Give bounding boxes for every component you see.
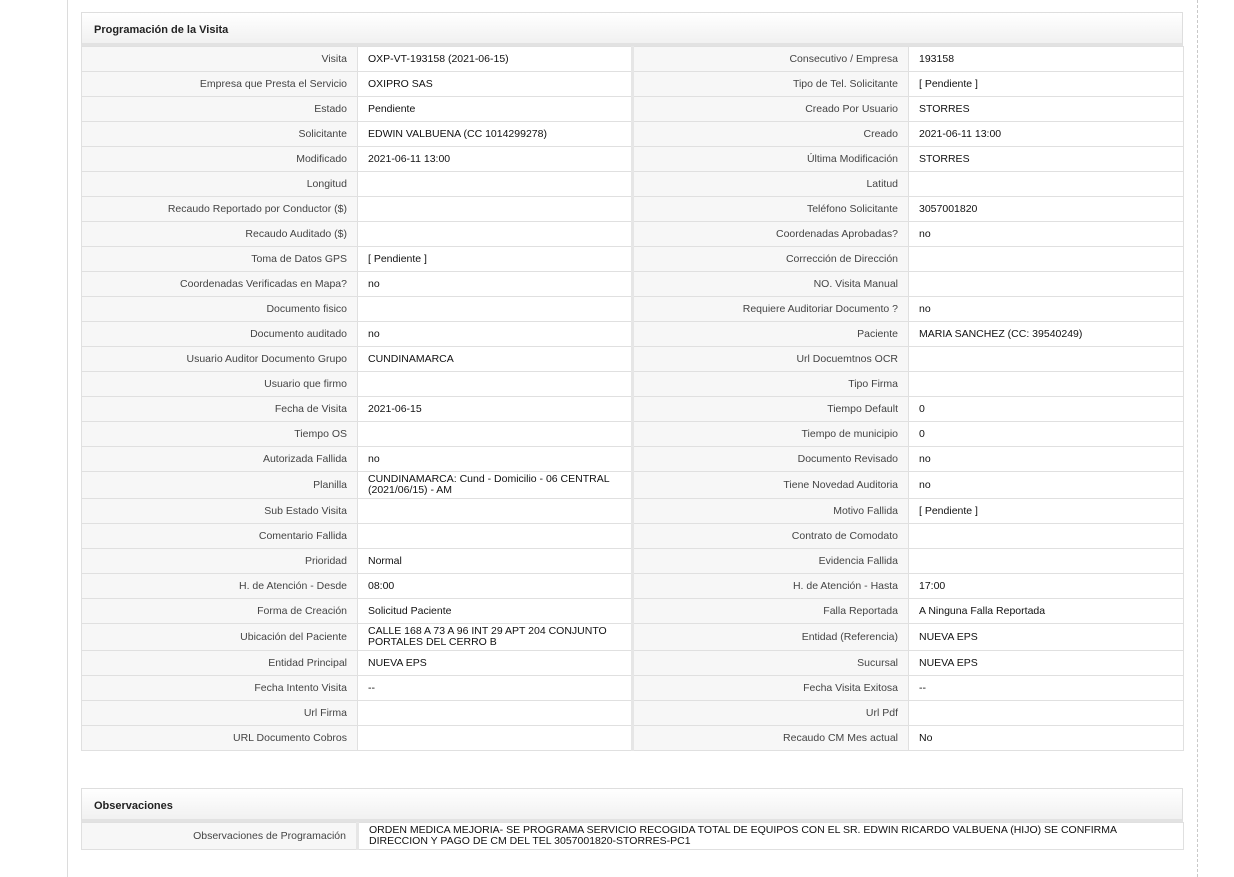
info-row: [82, 297, 1184, 322]
field-value: no: [909, 447, 1184, 472]
field-value: [909, 172, 1184, 197]
field-label: Consecutivo / Empresa: [633, 47, 909, 72]
field-value: [ Pendiente ]: [358, 247, 633, 272]
field-value: CALLE 168 A 73 A 96 INT 29 APT 204 CONJUNTO PORTALES DEL CERRO B: [358, 624, 633, 651]
info-row: [82, 499, 1184, 524]
info-row: [82, 524, 1184, 549]
field-value: 3057001820: [909, 197, 1184, 222]
field-value: [358, 372, 633, 397]
field-label: Ubicación del Paciente: [82, 624, 358, 651]
field-label: Fecha Visita Exitosa: [633, 676, 909, 701]
observaciones-label: Observaciones de Programación: [82, 823, 358, 850]
info-row: [82, 624, 1184, 651]
field-value: [909, 701, 1184, 726]
field-label: Recaudo Auditado ($): [82, 222, 358, 247]
field-label: Recaudo Reportado por Conductor ($): [82, 197, 358, 222]
programacion-panel: [81, 12, 1183, 751]
field-label: Fecha de Visita: [82, 397, 358, 422]
info-row: [82, 122, 1184, 147]
observaciones-title: Observaciones: [81, 788, 1183, 822]
field-label: Url Pdf: [633, 701, 909, 726]
field-value: no: [358, 322, 633, 347]
info-row: [82, 372, 1184, 397]
field-label: Longitud: [82, 172, 358, 197]
field-value: --: [909, 676, 1184, 701]
field-value: [909, 247, 1184, 272]
observaciones-panel: [81, 788, 1183, 850]
field-label: Fecha Intento Visita: [82, 676, 358, 701]
field-label: Prioridad: [82, 549, 358, 574]
field-label: Url Firma: [82, 701, 358, 726]
field-label: Forma de Creación: [82, 599, 358, 624]
field-label: Comentario Fallida: [82, 524, 358, 549]
field-value: [358, 422, 633, 447]
field-value: NUEVA EPS: [358, 651, 633, 676]
info-row: [82, 197, 1184, 222]
field-value: No: [909, 726, 1184, 751]
field-value: CUNDINAMARCA: [358, 347, 633, 372]
field-label: Creado: [633, 122, 909, 147]
field-value: 0: [909, 422, 1184, 447]
field-label: Tipo Firma: [633, 372, 909, 397]
field-label: Evidencia Fallida: [633, 549, 909, 574]
info-row: [82, 549, 1184, 574]
field-label: H. de Atención - Desde: [82, 574, 358, 599]
field-value: [358, 524, 633, 549]
field-value: Normal: [358, 549, 633, 574]
field-label: Toma de Datos GPS: [82, 247, 358, 272]
field-value: [358, 701, 633, 726]
field-value: NUEVA EPS: [909, 651, 1184, 676]
field-value: no: [909, 222, 1184, 247]
field-label: Tiempo de municipio: [633, 422, 909, 447]
field-value: [ Pendiente ]: [909, 499, 1184, 524]
field-value: Pendiente: [358, 97, 633, 122]
field-label: Documento Revisado: [633, 447, 909, 472]
field-value: --: [358, 676, 633, 701]
field-value: 2021-06-11 13:00: [358, 147, 633, 172]
info-row: [82, 422, 1184, 447]
info-row: [82, 397, 1184, 422]
field-label: Latitud: [633, 172, 909, 197]
field-label: Teléfono Solicitante: [633, 197, 909, 222]
right-dashed-divider: [1197, 0, 1198, 877]
field-label: Sucursal: [633, 651, 909, 676]
info-row: [82, 172, 1184, 197]
field-label: Entidad Principal: [82, 651, 358, 676]
field-label: Autorizada Fallida: [82, 447, 358, 472]
info-row: [82, 347, 1184, 372]
observaciones-value: ORDEN MEDICA MEJORIA- SE PROGRAMA SERVICIO RECOGIDA TOTAL DE EQUIPOS CON EL SR. EDWIN RICARDO VALBUENA (HIJO) SE CONFIRMA DIRECCION Y PAGO DE CM DEL TEL 3057001820-STORRES-PC1: [358, 823, 1184, 850]
field-value: EDWIN VALBUENA (CC 1014299278): [358, 122, 633, 147]
field-label: Coordenadas Verificadas en Mapa?: [82, 272, 358, 297]
field-label: Recaudo CM Mes actual: [633, 726, 909, 751]
field-label: Motivo Fallida: [633, 499, 909, 524]
field-value: [358, 172, 633, 197]
info-row: [82, 447, 1184, 472]
info-row: [82, 726, 1184, 751]
field-label: Requiere Auditoriar Documento ?: [633, 297, 909, 322]
field-label: Usuario Auditor Documento Grupo: [82, 347, 358, 372]
field-value: [358, 297, 633, 322]
field-value: [358, 222, 633, 247]
info-row: [82, 97, 1184, 122]
field-value: no: [909, 297, 1184, 322]
info-row: [82, 574, 1184, 599]
field-label: Entidad (Referencia): [633, 624, 909, 651]
left-divider: [67, 0, 68, 877]
field-label: Contrato de Comodato: [633, 524, 909, 549]
observaciones-table: [81, 822, 1184, 850]
field-value: [358, 197, 633, 222]
info-row: [82, 72, 1184, 97]
info-row: [82, 472, 1184, 499]
info-row: [82, 147, 1184, 172]
field-value: OXP-VT-193158 (2021-06-15): [358, 47, 633, 72]
field-label: Última Modificación: [633, 147, 909, 172]
field-label: Documento auditado: [82, 322, 358, 347]
field-label: Usuario que firmo: [82, 372, 358, 397]
field-value: [909, 549, 1184, 574]
field-label: Tiene Novedad Auditoria: [633, 472, 909, 499]
field-value: Solicitud Paciente: [358, 599, 633, 624]
observaciones-row: [82, 823, 1184, 850]
programacion-title: Programación de la Visita: [81, 12, 1183, 46]
field-value: 0: [909, 397, 1184, 422]
field-value: CUNDINAMARCA: Cund - Domicilio - 06 CENTRAL (2021/06/15) - AM: [358, 472, 633, 499]
info-row: [82, 322, 1184, 347]
field-value: [909, 372, 1184, 397]
field-value: A Ninguna Falla Reportada: [909, 599, 1184, 624]
field-label: URL Documento Cobros: [82, 726, 358, 751]
field-label: Paciente: [633, 322, 909, 347]
field-label: Tiempo OS: [82, 422, 358, 447]
info-row: [82, 599, 1184, 624]
field-value: STORRES: [909, 147, 1184, 172]
field-value: no: [909, 472, 1184, 499]
info-row: [82, 272, 1184, 297]
field-value: [909, 347, 1184, 372]
field-label: Tiempo Default: [633, 397, 909, 422]
field-value: 2021-06-15: [358, 397, 633, 422]
field-label: Falla Reportada: [633, 599, 909, 624]
field-label: Planilla: [82, 472, 358, 499]
info-row: [82, 247, 1184, 272]
field-value: [358, 726, 633, 751]
field-label: Creado Por Usuario: [633, 97, 909, 122]
field-label: Solicitante: [82, 122, 358, 147]
field-value: 17:00: [909, 574, 1184, 599]
field-label: Documento fisico: [82, 297, 358, 322]
field-value: no: [358, 447, 633, 472]
field-label: Estado: [82, 97, 358, 122]
field-value: [358, 499, 633, 524]
field-label: Corrección de Dirección: [633, 247, 909, 272]
field-label: Tipo de Tel. Solicitante: [633, 72, 909, 97]
field-value: 08:00: [358, 574, 633, 599]
field-label: Modificado: [82, 147, 358, 172]
info-row: [82, 222, 1184, 247]
field-value: 2021-06-11 13:00: [909, 122, 1184, 147]
field-value: MARIA SANCHEZ (CC: 39540249): [909, 322, 1184, 347]
field-value: 193158: [909, 47, 1184, 72]
field-label: Visita: [82, 47, 358, 72]
field-label: Coordenadas Aprobadas?: [633, 222, 909, 247]
field-value: [909, 272, 1184, 297]
info-row: [82, 701, 1184, 726]
info-row: [82, 676, 1184, 701]
field-label: Empresa que Presta el Servicio: [82, 72, 358, 97]
field-value: no: [358, 272, 633, 297]
field-value: OXIPRO SAS: [358, 72, 633, 97]
programacion-table: [81, 46, 1184, 751]
field-value: NUEVA EPS: [909, 624, 1184, 651]
info-row: [82, 651, 1184, 676]
field-value: [ Pendiente ]: [909, 72, 1184, 97]
field-label: Url Docuemtnos OCR: [633, 347, 909, 372]
field-label: NO. Visita Manual: [633, 272, 909, 297]
field-label: Sub Estado Visita: [82, 499, 358, 524]
info-row: [82, 47, 1184, 72]
field-value: [909, 524, 1184, 549]
field-value: STORRES: [909, 97, 1184, 122]
field-label: H. de Atención - Hasta: [633, 574, 909, 599]
